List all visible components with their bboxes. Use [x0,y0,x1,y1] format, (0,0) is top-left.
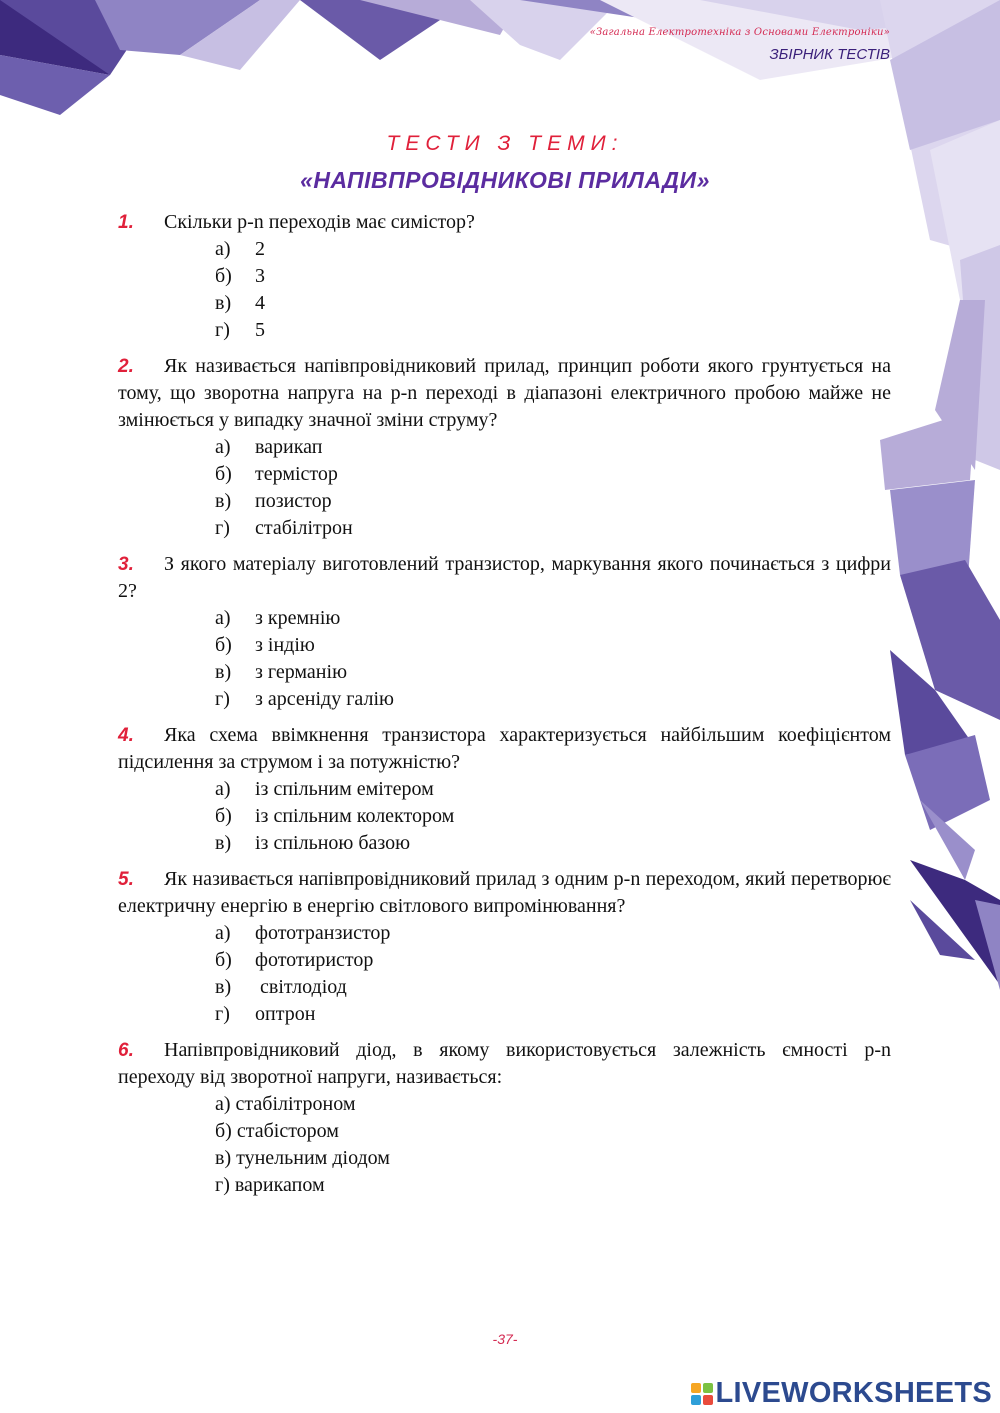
option-text: стабілітрон [255,517,353,539]
option-letter: г) [215,517,230,539]
question-text: Як називається напівпровідниковий прилад, принцип роботи якого грунтується на тому, що зворотна напруга на p-n переході в діапазоні електричного пробою майже не змінюється у випадку значної зміни струму? [118,355,891,431]
option-text: із спільним колектором [255,805,455,827]
option-text: із спільною базою [255,832,411,854]
answer-option[interactable] [215,317,891,344]
answer-option[interactable] [215,434,891,461]
option-letter: г) [215,1174,230,1196]
option-text: з кремнію [255,607,341,629]
option-letter: г) [215,1003,230,1025]
answer-option[interactable] [215,1091,891,1118]
question-number: 2. [118,356,134,377]
question-number: 3. [118,554,134,575]
option-text: термістор [255,463,338,485]
brand-text: LIVEWORKSHEETS [715,1377,992,1409]
option-letter: в) [215,292,232,314]
option-letter: б) [215,463,232,485]
page-number: -37- [492,1331,518,1347]
question-list [118,209,891,1208]
option-text: оптрон [255,1003,316,1025]
answer-option[interactable] [215,263,891,290]
answer-option[interactable] [215,659,891,686]
option-letter: в) [215,661,232,683]
question-3 [118,551,891,713]
question-number: 6. [118,1040,134,1061]
option-text: із спільним емітером [255,778,434,800]
option-letter: г) [215,688,230,710]
answer-option[interactable] [215,776,891,803]
option-text: 5 [255,319,265,341]
question-5 [118,866,891,1028]
question-text: Яка схема ввімкнення транзистора характеризується найбільшим коефіцієнтом підсилення за струмом і за потужністю? [118,724,891,773]
option-text: 3 [255,265,265,287]
page-title-line2: «НАПІВПРОВІДНИКОВІ ПРИЛАДИ» [300,167,710,193]
option-letter: в) [215,1147,232,1169]
liveworksheets-logo-icon [691,1383,713,1405]
question-4 [118,722,891,857]
option-letter: в) [215,490,232,512]
answer-option[interactable] [215,515,891,542]
option-text: фототранзистор [255,922,391,944]
page-title-line1: ТЕСТИ З ТЕМИ: [386,132,624,155]
option-text: 4 [255,292,265,314]
answer-option[interactable] [215,1172,891,1199]
header-collection-title: ЗБІРНИК ТЕСТІВ [769,46,890,63]
question-text: Як називається напівпровідниковий прилад з одним p-n переходом, який перетворює електричну енергію в енергію світлового випромінювання? [118,868,891,917]
answer-option[interactable] [215,632,891,659]
option-letter: а) [215,778,231,800]
answer-option[interactable] [215,605,891,632]
answer-option[interactable] [215,488,891,515]
option-text: стабістором [236,1120,339,1142]
answer-option[interactable] [215,974,891,1001]
option-text: фототиристор [255,949,374,971]
question-2 [118,353,891,542]
answer-option[interactable] [215,290,891,317]
answer-option[interactable] [215,1001,891,1028]
liveworksheets-brand[interactable] [691,1377,993,1410]
option-text: з арсеніду галію [255,688,394,710]
option-letter: а) [215,607,231,629]
option-letter: б) [215,265,232,287]
option-text: з індію [255,634,315,656]
option-text: з германію [255,661,348,683]
option-letter: б) [215,805,232,827]
header-subtitle: «Загальна Електротехніка з Основами Електроніки» [589,27,890,38]
answer-option[interactable] [215,947,891,974]
answer-option[interactable] [215,1145,891,1172]
option-letter: а) [215,922,231,944]
option-text: варикап [255,436,323,458]
option-letter: г) [215,319,230,341]
option-text: 2 [255,238,265,260]
answer-option[interactable] [215,830,891,857]
option-letter: б) [215,634,232,656]
answer-option[interactable] [215,1118,891,1145]
question-number: 5. [118,869,134,890]
question-text: Напівпровідниковий діод, в якому використовується залежність ємності p-n переходу від зворотної напруги, називається: [118,1039,891,1088]
question-number: 1. [118,212,134,233]
question-number: 4. [118,725,134,746]
question-text: З якого матеріалу виготовлений транзистор, маркування якого починається з цифри 2? [118,553,891,602]
option-letter: а) [215,1093,231,1115]
option-text: позистор [255,490,332,512]
option-letter: б) [215,1120,232,1142]
answer-option[interactable] [215,686,891,713]
option-text: тунельним діодом [236,1147,390,1169]
option-text: варикапом [234,1174,325,1196]
option-text: стабілітроном [235,1093,356,1115]
question-6 [118,1037,891,1199]
answer-option[interactable] [215,803,891,830]
option-letter: а) [215,238,231,260]
option-letter: а) [215,436,231,458]
option-letter: б) [215,949,232,971]
question-text: Скільки p-n переходів має симістор? [164,211,475,233]
question-1 [118,209,891,344]
answer-option[interactable] [215,461,891,488]
option-letter: в) [215,832,232,854]
option-letter: в) [215,976,232,998]
option-text: світлодіод [255,976,347,998]
answer-option[interactable] [215,920,891,947]
answer-option[interactable] [215,236,891,263]
